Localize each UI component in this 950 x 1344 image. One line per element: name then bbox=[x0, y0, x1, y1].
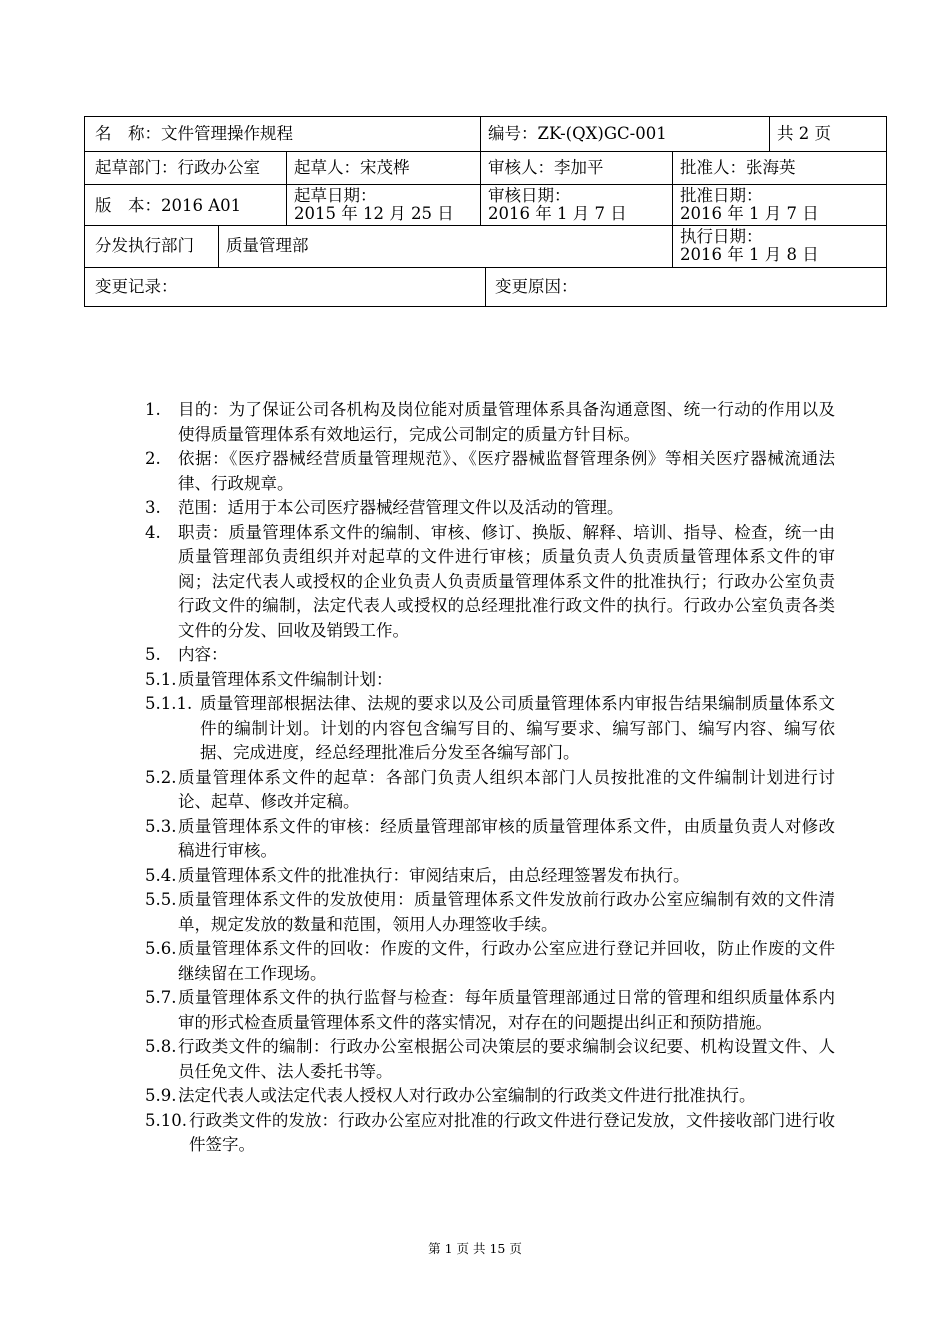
exec-date-value: 2016 年 1 月 8 日 bbox=[680, 245, 819, 264]
item-text: 行政类文件的发放：行政办公室应对批准的行政文件进行登记发放，文件接收部门进行收件签字。 bbox=[189, 1110, 835, 1154]
draft-date-label: 起草日期： bbox=[294, 186, 377, 205]
item-number: 5.1. bbox=[145, 669, 177, 689]
list-item bbox=[145, 643, 835, 668]
item-text: 质量管理体系文件的起草：各部门负责人组织本部门人员按批准的文件编制计划进行讨论、起草、修改并定稿。 bbox=[178, 767, 835, 811]
header-table bbox=[84, 116, 887, 307]
review-date-label: 审核日期： bbox=[488, 186, 571, 205]
list-item bbox=[145, 447, 835, 496]
page-footer: 第 1 页 共 15 页 bbox=[428, 1241, 522, 1256]
item-text: 质量管理体系文件的批准执行：审阅结束后，由总经理签署发布执行。 bbox=[178, 865, 690, 885]
item-text: 质量管理体系文件的审核：经质量管理部审核的质量管理体系文件，由质量负责人对修改稿进行审核。 bbox=[178, 816, 835, 860]
drafter: 起草人：宋茂桦 bbox=[294, 158, 410, 177]
item-text: 质量管理体系文件编制计划： bbox=[178, 669, 393, 689]
item-text: 内容： bbox=[178, 645, 228, 664]
list-item bbox=[145, 668, 835, 693]
list-item bbox=[145, 986, 835, 1035]
list-item bbox=[145, 766, 835, 815]
item-number: 5.7. bbox=[145, 988, 177, 1007]
list-item bbox=[145, 1035, 835, 1084]
change-record: 变更记录： bbox=[95, 277, 178, 296]
table-rule bbox=[85, 151, 886, 152]
approve-date-label: 批准日期： bbox=[680, 186, 763, 205]
item-text: 范围：适用于本公司医疗器械经营管理文件以及活动的管理。 bbox=[178, 498, 624, 517]
exec-date-label: 执行日期： bbox=[680, 227, 763, 246]
total-pages: 共 2 页 bbox=[777, 124, 831, 143]
list-item bbox=[145, 692, 835, 766]
item-number: 5.2. bbox=[145, 767, 177, 787]
doc-name: 名 称：文件管理操作规程 bbox=[95, 124, 293, 143]
item-text: 质量管理部根据法律、法规的要求以及公司质量管理体系内审报告结果编制质量体系文件的编制计划。计划的内容包含编写目的、编写要求、编写部门、编写内容、编写依据、完成进度，经总经理批准后分发至各编写部门。 bbox=[200, 694, 835, 762]
list-item bbox=[145, 937, 835, 986]
item-text: 质量管理体系文件的执行监督与检查：每年质量管理部通过日常的管理和组织质量体系内审的形式检查质量管理体系文件的落实情况，对存在的问题提出纠正和预防措施。 bbox=[178, 988, 835, 1032]
table-rule bbox=[480, 117, 481, 151]
item-number: 3. bbox=[145, 498, 161, 517]
version: 版 本：2016 A01 bbox=[95, 196, 242, 215]
table-rule bbox=[218, 225, 219, 267]
table-rule bbox=[672, 151, 673, 225]
item-number: 5.10. bbox=[145, 1110, 187, 1130]
list-item bbox=[145, 398, 835, 447]
approve-date-value: 2016 年 1 月 7 日 bbox=[680, 204, 819, 223]
item-number: 5.1.1. bbox=[145, 694, 193, 713]
list-item bbox=[145, 864, 835, 889]
item-text: 质量管理体系文件的回收：作废的文件，行政办公室应进行登记并回收，防止作废的文件继续留在工作现场。 bbox=[178, 939, 835, 983]
item-text: 目的：为了保证公司各机构及岗位能对质量管理体系具备沟通意图、统一行动的作用以及使得质量管理体系有效地运行，完成公司制定的质量方针目标。 bbox=[178, 400, 835, 444]
table-rule bbox=[85, 225, 886, 226]
procedure-body bbox=[145, 398, 835, 1158]
item-number: 5.4. bbox=[145, 865, 177, 885]
list-item bbox=[145, 496, 835, 521]
draft-date-value: 2015 年 12 月 25 日 bbox=[294, 204, 454, 223]
list-item bbox=[145, 1084, 835, 1109]
item-text: 依据：《医疗器械经营质量管理规范》、《医疗器械监督管理条例》等相关医疗器械流通法律、行政规章。 bbox=[178, 449, 835, 493]
table-rule bbox=[85, 184, 886, 185]
item-number: 5. bbox=[145, 645, 161, 664]
item-text: 行政类文件的编制：行政办公室根据公司决策层的要求编制会议纪要、机构设置文件、人员任免文件、法人委托书等。 bbox=[178, 1037, 835, 1081]
item-number: 5.9. bbox=[145, 1086, 177, 1105]
dist-dept-value: 质量管理部 bbox=[226, 236, 309, 255]
item-number: 5.3. bbox=[145, 816, 177, 836]
item-number: 5.6. bbox=[145, 939, 177, 958]
item-number: 1. bbox=[145, 400, 161, 419]
drafting-dept: 起草部门：行政办公室 bbox=[95, 158, 260, 177]
item-number: 4. bbox=[145, 522, 161, 542]
item-text: 质量管理体系文件的发放使用：质量管理体系文件发放前行政办公室应编制有效的文件清单，规定发放的数量和范围，领用人办理签收手续。 bbox=[178, 890, 835, 934]
list-item bbox=[145, 888, 835, 937]
approver: 批准人：张海英 bbox=[680, 158, 796, 177]
table-rule bbox=[480, 151, 481, 225]
table-rule bbox=[485, 267, 486, 306]
dist-dept-label: 分发执行部门 bbox=[95, 236, 194, 255]
list-item bbox=[145, 815, 835, 864]
list-item bbox=[145, 1109, 835, 1158]
change-reason: 变更原因： bbox=[495, 277, 578, 296]
list-item bbox=[145, 521, 835, 644]
table-rule bbox=[769, 117, 770, 151]
item-number: 5.5. bbox=[145, 890, 177, 909]
reviewer: 审核人：李加平 bbox=[488, 158, 604, 177]
item-text: 法定代表人或法定代表人授权人对行政办公室编制的行政类文件进行批准执行。 bbox=[178, 1086, 756, 1105]
doc-number: 编号：ZK-(QX)GC-001 bbox=[488, 124, 667, 143]
table-rule bbox=[672, 225, 673, 267]
item-number: 2. bbox=[145, 449, 161, 468]
item-text: 职责：质量管理体系文件的编制、审核、修订、换版、解释、培训、指导、检查，统一由质量管理部负责组织并对起草的文件进行审核；质量负责人负责质量管理体系文件的审阅；法定代表人或授权的企业负责人负责质量管理体系文件的批准执行；行政办公室负责行政文件的编制，法定代表人或授权的总经理批准行政文件的执行。行政办公室负责各类文件的分发、回收及销毁工作。 bbox=[178, 522, 835, 640]
table-rule bbox=[286, 151, 287, 225]
review-date-value: 2016 年 1 月 7 日 bbox=[488, 204, 627, 223]
item-number: 5.8. bbox=[145, 1037, 177, 1056]
